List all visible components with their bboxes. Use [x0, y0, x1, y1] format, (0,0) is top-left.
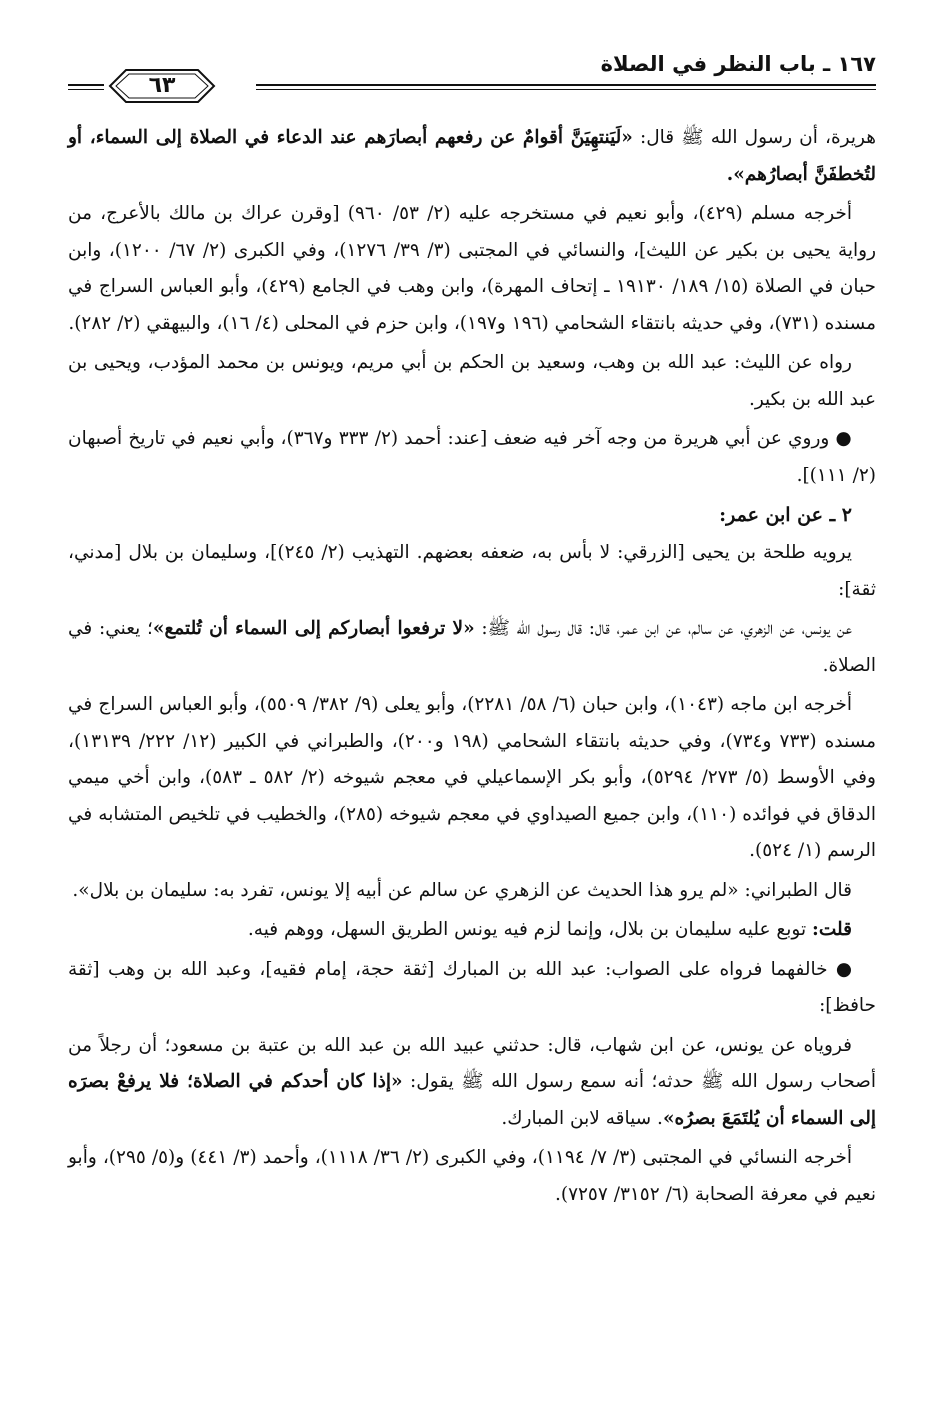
header-rule	[256, 84, 876, 90]
paragraph-takhrij-2: أخرجه ابن ماجه (١٠٤٣)، وابن حبان (٦/ ٥٨/ ٢٢٨١)، وأبو يعلى (٩/ ٣٨٢/ ٥٥٠٩)، وأبو العباس السراج في مسنده (٧٣٣ و٧٣٤)، وفي حديثه بانتقاء الشحامي (١٩٨ و٢٠٠)، والطبراني في الكبير (١٢/ ٢٢٢/ ١٣١٣٩)، وفي الأوسط (٥/ ٢٧٣/ ٥٢٩٤)، وأبو بكر الإسماعيلي في معجم شيوخه (٢/ ٥٨٢ ـ ٥٨٣)، وابن أخي ميمي الدقاق في فوائده (١١٠)، وابن جميع الصيداوي في معجم شيوخه (٢٨٥)، والخطيب في تلخيص المتشابه في الرسم (١/ ٥٢٤).	[68, 694, 877, 861]
hadith-note: ؛ يعني: في الصلاة.	[68, 618, 876, 676]
paragraph-takhrij-1: أخرجه مسلم (٤٢٩)، وأبو نعيم في مستخرجه عليه (٢/ ٥٣/ ٩٦٠) [وقرن عراك بن مالك بالأعرج، من رواية يحيى بن بكير عن الليث]، والنسائي في المجتبى (٣/ ٣٩/ ١٢٧٦)، وفي الكبرى (٢/ ٦٧/ ١٢٠٠)، وابن حبان في الصلاة (١٥/ ١٨٩/ ١٩١٣٠ ـ إتحاف المهرة)، وابن وهب في الجامع (٤٢٩)، وأبو العباس السراج في مسنده (٧٣١)، وفي حديثه بانتقاء الشحامي (١٩٦ و١٩٧)، وابن حزم في المحلى (٤/ ١٦)، والبيهقي (٢/ ٢٨٢).	[68, 203, 877, 334]
chain-text: عن يونس، عن الزهري، عن سالم، عن ابن عمر، قال: قال رسول الله ﷺ:	[474, 618, 852, 639]
paragraph-ibn-mubarak-hadith	[68, 1028, 876, 1138]
paragraph-takhrij-3: أخرجه النسائي في المجتبى (٣/ ٧/ ١١٩٤)، وفي الكبرى (٢/ ٣٦/ ١١١٨)، وأحمد (٣/ ٤٤١) و(٥/ ٢٩٥)، وأبو نعيم في معرفة الصحابة (٦/ ٣١٥٢/ ٧٢٥٧).	[68, 1147, 876, 1205]
paragraph-comment	[68, 912, 876, 949]
hadith-text: «لا ترفعوا أبصاركم إلى السماء أن تُلتمع»	[152, 618, 475, 639]
hadith-note: . سياقه لابن المبارك.	[501, 1107, 663, 1129]
chain-text: فروياه عن يونس، عن ابن شهاب، قال: حدثني عبيد الله بن عبد الله بن عتبة بن مسعود؛ أن رجلاً من أصحاب رسول الله ﷺ حدثه؛ أنه سمع رسول الله ﷺ يقول:	[68, 1034, 876, 1092]
paragraph-ibn-umar-route: يرويه طلحة بن يحيى [الزرقي: لا بأس به، ضعفه بعضهم. التهذيب (٢/ ٢٤٥)]، وسليمان بن بلال [مدني، ثقة]:	[68, 542, 876, 600]
comment-text: توبع عليه سليمان بن بلال، وإنما لزم فيه يونس الطريق السهل، ووهم فيه.	[247, 919, 813, 940]
hadith-intro: هريرة، أن رسول الله ﷺ قال:	[632, 127, 876, 148]
paragraph-correct-route: ● خالفهما فرواه على الصواب: عبد الله بن المبارك [ثقة حجة، إمام فقيه]، وعبد الله بن وهب [ثقة حافظ]:	[68, 958, 876, 1016]
paragraph-tabarani-quote: قال الطبراني: «لم يرو هذا الحديث عن الزهري عن سالم عن أبيه إلا يونس، تفرد به: سليمان بن بلال».	[72, 879, 852, 901]
hadith-text: «لَيَنتهِيَنَّ أقوامٌ عن رفعهم أبصارَهم عند الدعاء في الصلاة إلى السماء، أو لتُخطفَنَّ أبصارُهم».	[68, 127, 876, 185]
section-heading: ٢ ـ عن ابن عمر:	[719, 504, 852, 526]
paragraph-1	[68, 120, 876, 193]
hadith-text: «إذا كان أحدكم في الصلاة؛ فلا يرفعْ بصرَه إلى السماء أن يُلتَمَعَ بصرُه»	[68, 1071, 876, 1129]
header-rule-left	[68, 84, 104, 90]
chapter-title: ١٦٧ ـ باب النظر في الصلاة	[600, 52, 876, 76]
page-number: ٦٣	[148, 73, 176, 98]
paragraph-ibn-umar-hadith	[68, 611, 876, 684]
paragraph-narrators: رواه عن الليث: عبد الله بن وهب، وسعيد بن الحكم بن أبي مريم، ويونس بن محمد المؤدب، ويحيى بن عبد الله بن بكير.	[68, 352, 876, 410]
page-number-badge	[106, 64, 218, 108]
paragraph-other-route: ● وروي عن أبي هريرة من وجه آخر فيه ضعف [عند: أحمد (٢/ ٣٣٣ و٣٦٧)، وأبي نعيم في تاريخ أصبهان (٢/ ١١١)].	[68, 428, 876, 486]
page-body	[68, 120, 876, 1213]
comment-label: قلت:	[812, 919, 852, 940]
page-header	[68, 40, 876, 120]
